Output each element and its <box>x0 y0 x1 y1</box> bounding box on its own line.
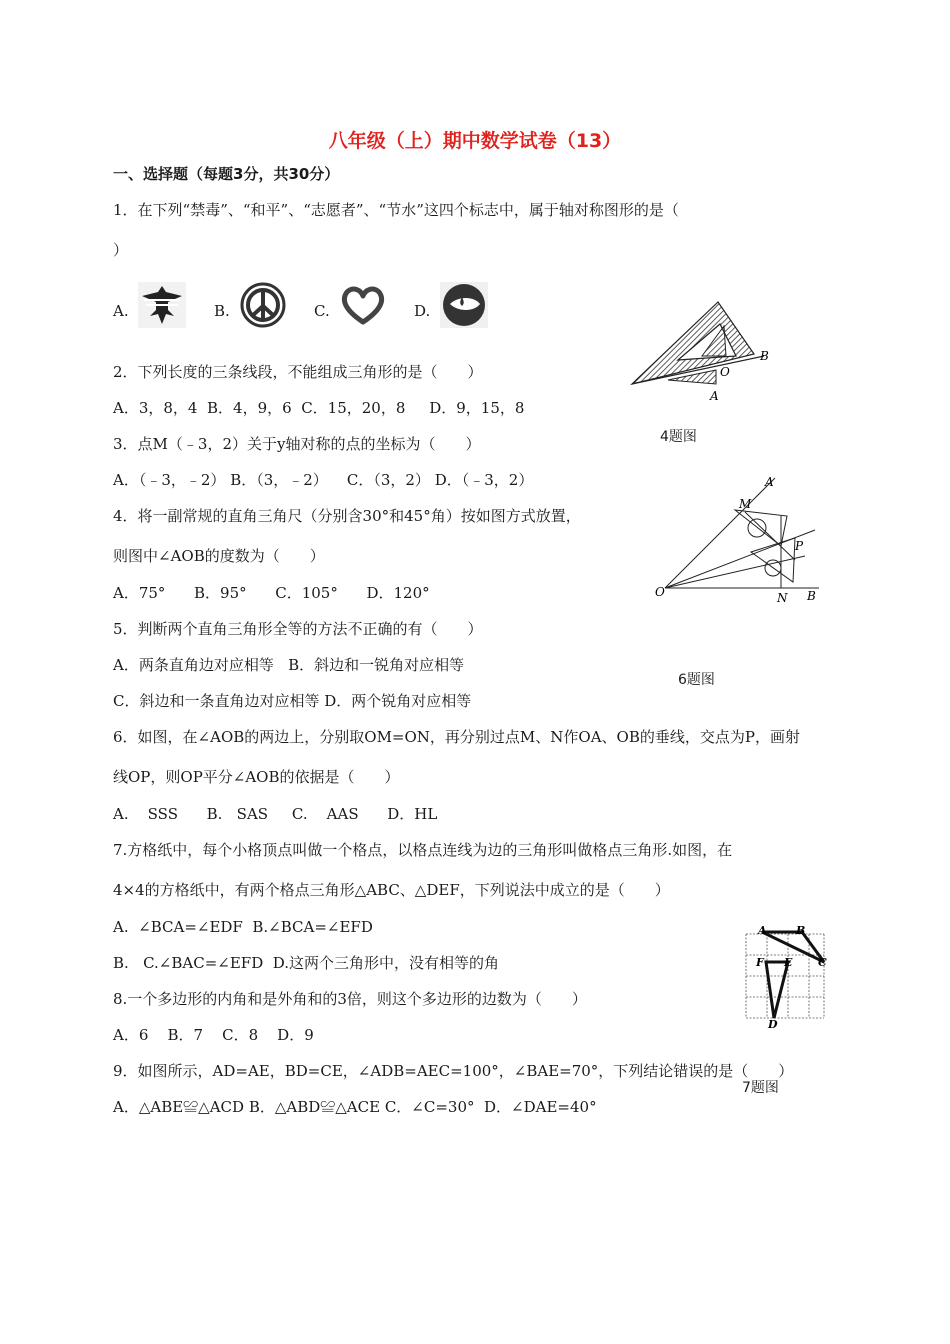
q9-options: A．△ABE≌△ACD B．△ABD≌△ACE C．∠C=30° D．∠DAE=40° <box>113 1098 597 1116</box>
q7-label-f: F <box>756 956 764 969</box>
q1-option-d-label: D. <box>414 302 431 320</box>
q5-options-1: A．两条直角边对应相等 B．斜边和一锐角对应相等 <box>113 656 465 674</box>
q6-stem-cont: 线OP，则OP平分∠AOB的依据是（ ） <box>113 768 400 786</box>
q7-label-c: C <box>818 956 827 969</box>
water-drop-logo-icon <box>440 282 488 328</box>
q4-options: A．75° B．95° C．105° D．120° <box>113 584 430 602</box>
peace-sign-icon <box>239 282 287 328</box>
exam-title: 八年级（上）期中数学试卷（13） <box>328 130 622 152</box>
q7-stem: 7.方格纸中，每个小格顶点叫做一个格点，以格点连线为边的三角形叫做格点三角形.如图，在 <box>113 841 733 859</box>
q6-label-o: O <box>655 585 665 599</box>
q1-stem: 1．在下列“禁毒”、“和平”、“志愿者”、“节水”这四个标志中，属于轴对称图形的是（ <box>113 201 679 219</box>
heart-logo-icon <box>339 282 387 328</box>
q6-figure-caption: 6题图 <box>678 672 715 688</box>
q8-stem: 8.一个多边形的内角和是外角和的3倍，则这个多边形的边数为（ ） <box>113 990 587 1008</box>
q7-options-1: A. ∠BCA=∠EDF B.∠BCA=∠EFD <box>113 918 373 936</box>
q1-option-a-label: A. <box>113 302 129 320</box>
q2-options: A．3，8，4 B．4，9，6 C．15，20，8 D．9，15，8 <box>113 399 525 417</box>
q1-option-c-label: C. <box>314 302 330 320</box>
q4-stem-cont: 则图中∠AOB的度数为（ ） <box>113 547 325 565</box>
q6-label-a: A <box>765 475 774 489</box>
q4-figure-caption: 4题图 <box>660 429 697 445</box>
q4-figure <box>628 298 778 406</box>
q4-label-a: A <box>710 389 719 403</box>
q7-label-b: B <box>796 924 806 937</box>
q7-label-d: D <box>768 1018 778 1030</box>
q4-stem: 4．将一副常规的直角三角尺（分别含30°和45°角）按如图方式放置， <box>113 507 581 525</box>
q4-label-b: B <box>760 349 769 363</box>
q3-stem: 3．点M（﹣3，2）关于y轴对称的点的坐标为（ ） <box>113 435 481 453</box>
q7-stem-cont: 4×4的方格纸中，有两个格点三角形△ABC、△DEF，下列说法中成立的是（ ） <box>113 881 670 899</box>
q7-label-a: A <box>758 924 767 937</box>
q3-options: A．（﹣3，﹣2） B．（3，﹣2） C．（3，2） D．（﹣3，2） <box>113 471 534 489</box>
q6-label-n: N <box>777 591 788 604</box>
q7-figure <box>738 922 830 1030</box>
q6-label-m: M <box>739 497 752 511</box>
q8-options: A．6 B．7 C．8 D．9 <box>113 1026 314 1044</box>
q7-options-2: B. C.∠BAC=∠EFD D.这两个三角形中，没有相等的角 <box>113 954 500 972</box>
q5-options-2: C．斜边和一条直角边对应相等 D．两个锐角对应相等 <box>113 692 472 710</box>
q7-figure-caption: 7题图 <box>742 1080 779 1096</box>
q6-label-p: P <box>795 539 804 553</box>
q1-stem-cont: ） <box>113 241 129 259</box>
q9-stem: 9．如图所示，AD=AE，BD=CE，∠ADB=AEC=100°，∠BAE=70°，下列结论错误的是（ ） <box>113 1062 794 1080</box>
q6-stem: 6．如图，在∠AOB的两边上，分别取OM=ON，再分别过点M、N作OA、OB的垂线，交点为P，画射 <box>113 728 800 746</box>
q6-options: A. SSS B. SAS C. AAS D．HL <box>113 805 438 823</box>
q6-figure <box>655 472 825 604</box>
q6-label-b: B <box>807 589 816 603</box>
q5-stem: 5．判断两个直角三角形全等的方法不正确的有（ ） <box>113 620 483 638</box>
q2-stem: 2．下列长度的三条线段，不能组成三角形的是（ ） <box>113 363 483 381</box>
section-heading: 一、选择题（每题3分，共30分） <box>113 165 340 183</box>
eagle-logo-icon <box>138 282 186 328</box>
q4-label-o: O <box>720 365 730 379</box>
q1-option-b-label: B. <box>214 302 230 320</box>
q7-label-e: E <box>784 956 793 969</box>
